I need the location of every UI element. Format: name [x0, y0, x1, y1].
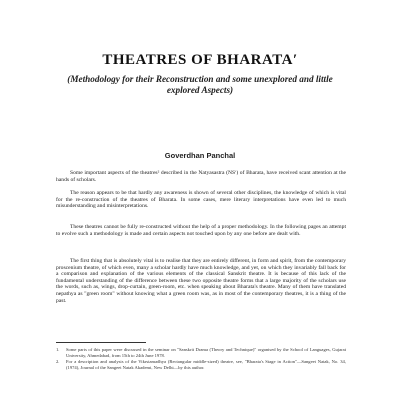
- paper-title: THEATRES OF BHARATAʹ: [102, 52, 298, 68]
- footnote-mark: 1.: [56, 347, 60, 352]
- author-name: Goverdhan Panchal: [164, 151, 236, 160]
- paper-subtitle: (Methodology for their Reconstruction and some unexplored and little explored Aspects): [67, 74, 333, 95]
- footnote-text: For a description and analysis of the Vikrstamadhya (Rectangular middle-sized) theatre, see, "Bharata's Stage in Action"—Sangeet Natak, No. 34, (1974), Journal of the Sangeet Natak Akademi, New Delhi—by this author.: [66, 359, 346, 370]
- body-paragraph: The reason appears to be that hardly any awareness is shown of several other disciplines, the knowledge of which is vital for the re-construction of the theatres of Bharata. In some cases, mere literary interpretations have even led to much misunderstanding and misinterpretations.: [56, 190, 346, 210]
- body-paragraph: Some important aspects of the theatres² described in the Natyasastra (NSʹ) of Bharata, have received scant attention at the hands of scholars.: [56, 170, 346, 183]
- body-paragraph: These theatres cannot be fully re-constructed without the help of a proper methodology. In the following pages an attempt to evolve such a methodology is made and certain aspects not touched upon by any one before are dealt with.: [56, 224, 346, 237]
- footnote-divider: [56, 342, 146, 343]
- body-paragraph: The first thing that is absolutely vital is to realise that they are entirely different, in form and spirit, from the contemporary proscenium theatre, of which even, many a scholar hardly have much knowledge, and yet, on which they invariably fall back for a comparison and explanation of the various elements of the classical Sanskrit theatre. It is because of this lack of the fundamental understanding of the difference between these two opposite theatre forms that a large majority of the scholars use the words, such as, wings, drop-curtain, green-room, etc. when speaking about Bharata's theatre. Many of them have translated nepathya as "green room" without knowing what a green room was, as in most of the contemporary theatres, it is a thing of the past.: [56, 258, 346, 304]
- footnotes-section: [56, 347, 346, 371]
- footnote-text: Some parts of this paper were discussed in the seminar on "Sanskrit Drama (Theory and Technique)" organised by the School of Languages, Gujarat University, Ahmedabad, from 15th to 24th June 1978.: [66, 347, 346, 358]
- footnote: [56, 347, 346, 358]
- footnote: [56, 359, 346, 370]
- footnote-mark: 2.: [56, 359, 60, 365]
